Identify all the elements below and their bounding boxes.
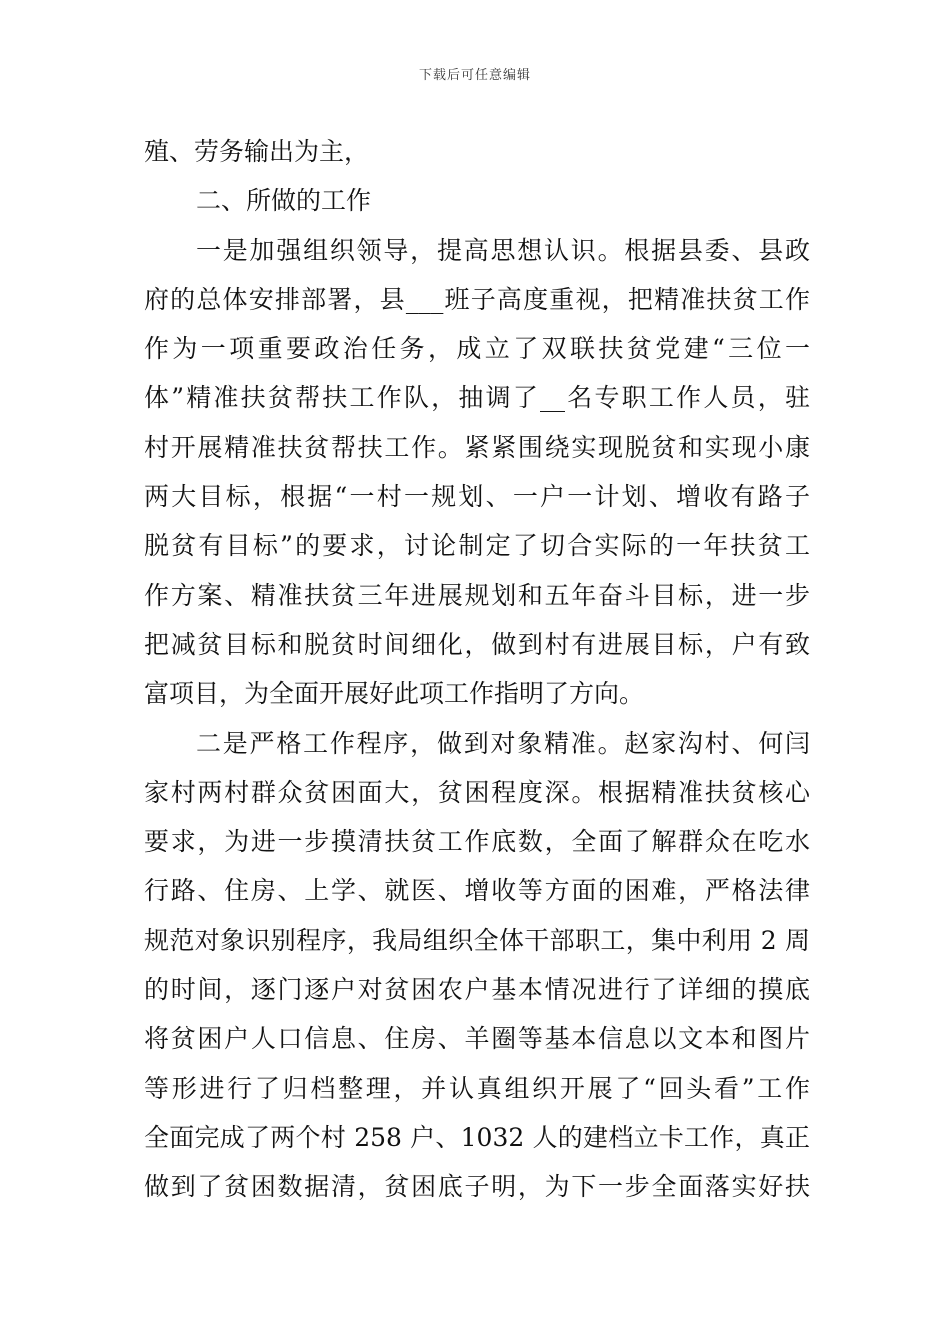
text-line: 等形进行了归档整理，并认真组织开展了“回头看”工作 — [144, 1073, 810, 1103]
text-line: 规范对象识别程序，我局组织全体干部职工，集中利用 2 周 — [144, 925, 810, 955]
text-line: 要求，为进一步摸清扶贫工作底数，全面了解群众在吃水 — [144, 827, 810, 857]
text-line: 做到了贫困数据清，贫困底子明，为下一步全面落实好扶 — [144, 1172, 810, 1202]
text-line: 家村两村群众贫困面大，贫困程度深。根据精准扶贫核心 — [144, 777, 810, 807]
text-line: 两大目标，根据“一村一规划、一户一计划、增收有路子 — [144, 482, 810, 512]
document-body — [144, 127, 810, 1212]
text-line: 作为一项重要政治任务，成立了双联扶贫党建“三位一 — [144, 334, 810, 364]
text-line: 体”精准扶贫帮扶工作队，抽调了__名专职工作人员，驻 — [144, 383, 810, 413]
text-line: 二是严格工作程序，做到对象精准。赵家沟村、何闫 — [196, 728, 810, 758]
text-line: 富项目，为全面开展好此项工作指明了方向。 — [144, 679, 645, 709]
text-line: 村开展精准扶贫帮扶工作。紧紧围绕实现脱贫和实现小康 — [144, 432, 810, 462]
text-line: 把减贫目标和脱贫时间细化，做到村有进展目标，户有致 — [144, 629, 810, 659]
page-header: 下载后可任意编辑 — [418, 68, 531, 83]
text-line: 脱贫有目标”的要求，讨论制定了切合实际的一年扶贫工 — [144, 531, 810, 561]
text-line: 全面完成了两个村 258 户、1032 人的建档立卡工作，真正 — [144, 1122, 810, 1152]
text-line: 殖、劳务输出为主， — [144, 137, 370, 166]
text-line: 一是加强组织领导，提高思想认识。根据县委、县政 — [196, 235, 810, 265]
text-line: 行路、住房、上学、就医、增收等方面的困难，严格法律 — [144, 876, 810, 906]
text-line: 的时间，逐门逐户对贫困农户基本情况进行了详细的摸底 — [144, 975, 810, 1005]
text-line: 府的总体安排部署，县___班子高度重视，把精准扶贫工作 — [144, 284, 810, 314]
text-line: 将贫困户人口信息、住房、羊圈等基本信息以文本和图片 — [144, 1024, 810, 1054]
text-line: 二、所做的工作 — [196, 186, 372, 216]
text-line: 作方案、精准扶贫三年进展规划和五年奋斗目标，进一步 — [144, 580, 810, 610]
